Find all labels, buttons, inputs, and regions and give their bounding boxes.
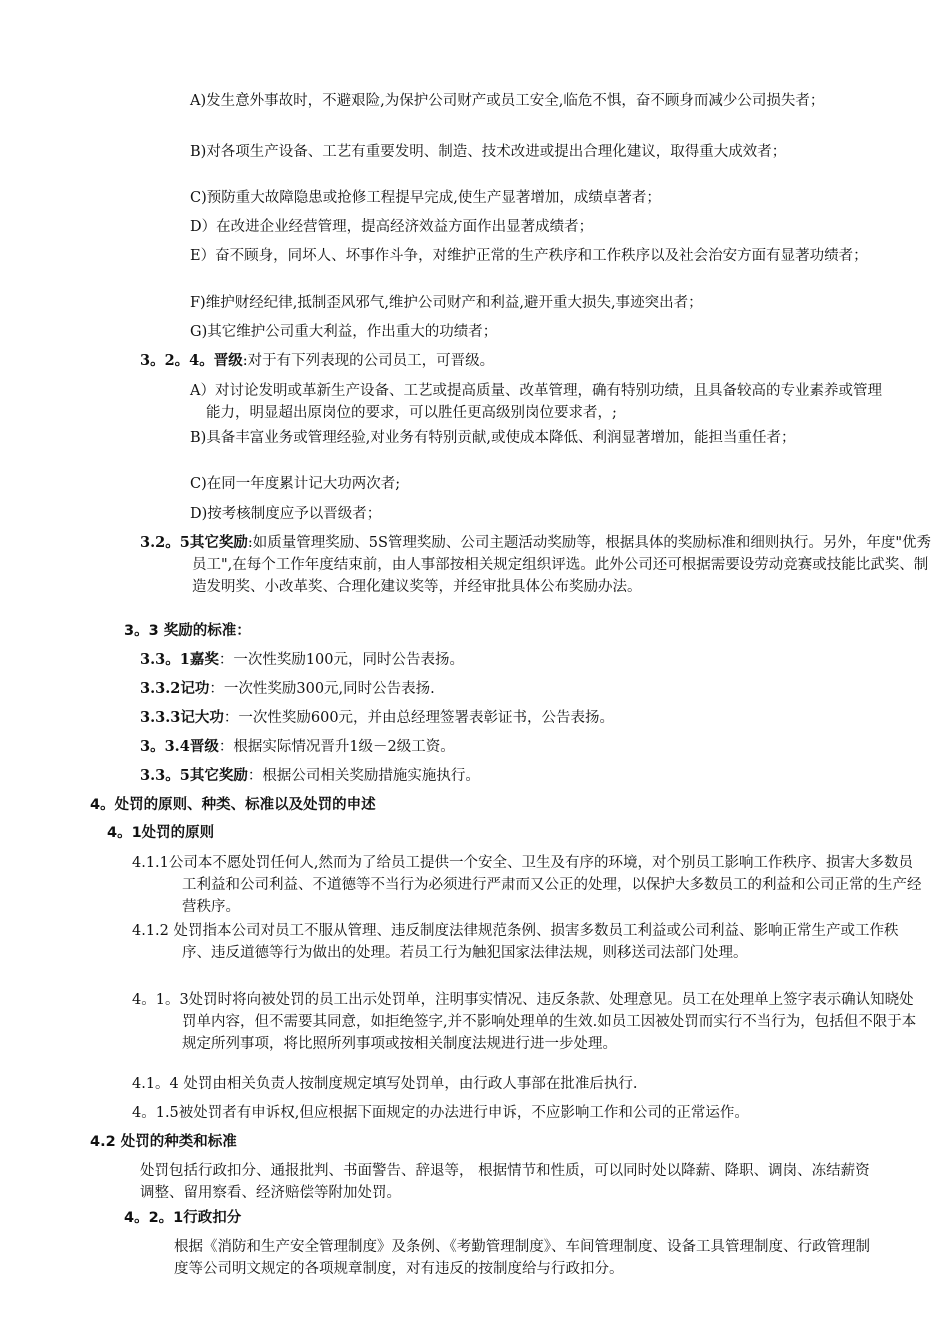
list-item: 4.1。4 处罚由相关负责人按制度规定填写处罚单，由行政人事部在批准后执行.	[132, 1076, 638, 1092]
list-item	[140, 649, 880, 671]
item-text: ：一次性奖励300元,同时公告表扬.	[209, 681, 435, 697]
section-label: 3.2。5其它奖励	[140, 534, 248, 551]
section-heading: 4。处罚的原则、种类、标准以及处罚的申述	[90, 797, 376, 813]
list-item	[140, 707, 880, 729]
section-3-2-5	[140, 532, 932, 598]
subsection-heading: 4。1处罚的原则	[107, 825, 215, 841]
item-label: 3.3。5其它奖励	[140, 767, 248, 784]
item-label: 3.3.2记功	[140, 680, 210, 697]
list-item	[140, 736, 880, 758]
list-item: 4。1.5被处罚者有申诉权,但应根据下面规定的办法进行申诉，不应影响工作和公司的正常运作。	[132, 1105, 749, 1121]
list-item: 4.1.2 处罚指本公司对员工不服从管理、违反制度法律规范条例、损害多数员工利益或公司利益、影响正常生产或工作秩序、违反道德等行为做出的处理。若员工行为触犯国家法律法规，则移送司法部门处理。	[132, 923, 899, 961]
item-label: 3.3。1嘉奖	[140, 651, 219, 668]
list-item: A)发生意外事故时，不避艰险,为保护公司财产或员工安全,临危不惧，奋不顾身而减少公司损失者；	[190, 93, 825, 109]
item-label: 3。3.4晋级	[140, 738, 219, 755]
item-text: ：一次性奖励100元，同时公告表扬。	[218, 652, 465, 668]
item-text: ：根据实际情况晋升1级－2级工资。	[218, 739, 455, 755]
subsection-heading: 4.2 处罚的种类和标准	[90, 1134, 237, 1150]
list-item: 4.1.1公司本不愿处罚任何人,然而为了给员工提供一个安全、卫生及有序的环境，对个别员工影响工作秩序、损害大多数员工利益和公司利益、不道德等不当行为必须进行严肃而又公正的处理，以保护大多数员工的利益和公司正常的生产经营秩序。	[132, 855, 922, 915]
list-item	[140, 765, 880, 787]
list-item: G)其它维护公司重大利益，作出重大的功绩者；	[190, 324, 498, 340]
section-label: 3。2。4。晋级	[140, 352, 243, 369]
list-item: C)预防重大故障隐患或抢修工程提早完成,使生产显著增加，成绩卓著者；	[190, 190, 661, 206]
section-heading: 3。3 奖励的标准：	[124, 623, 251, 639]
list-item: F)维护财经纪律,抵制歪风邪气,维护公司财产和利益,避开重大损失,事迹突出者；	[190, 295, 703, 311]
subsection-heading: 4。2。1行政扣分	[124, 1210, 242, 1226]
list-item: A）对讨论发明或革新生产设备、工艺或提高质量、改革管理，确有特别功绩，且具备较高的专业素养或管理能力，明显超出原岗位的要求，可以胜任更高级别岗位要求者，;	[190, 383, 882, 421]
list-item: 4。1。3处罚时将向被处罚的员工出示处罚单，注明事实情况、违反条款、处理意见。员工在处理单上签字表示确认知晓处罚单内容，但不需要其同意，如拒绝签字,并不影响处理单的生效.如员工因被处罚而实行不当行为，包括但不限于本规定所列事项，将比照所列事项或按相关制度法规进行进一步处理。	[132, 992, 917, 1052]
section-text: :如质量管理奖励、5S管理奖励、公司主题活动奖励等，根据具体的奖励标准和细则执行。另外，年度"优秀员工",在每个工作年度结束前，由人事部按相关规定组织评选。此外公司还可根据需要设劳动竞赛或技能比武奖、制造发明奖、小改革奖、合理化建议奖等，并经审批具体公布奖励办法。	[192, 535, 932, 595]
paragraph: 处罚包括行政扣分、通报批判、书面警告、辞退等， 根据情节和性质，可以同时处以降薪、降职、调岗、冻结薪资调整、留用察看、经济赔偿等附加处罚。	[140, 1163, 870, 1201]
list-item: D)按考核制度应予以晋级者；	[190, 506, 382, 522]
item-text: ：根据公司相关奖励措施实施执行。	[247, 768, 480, 784]
list-item: E）奋不顾身，同坏人、坏事作斗争，对维护正常的生产秩序和工作秩序以及社会治安方面有显著功绩者；	[190, 248, 868, 264]
list-item: B)对各项生产设备、工艺有重要发明、制造、技术改进或提出合理化建议，取得重大成效者；	[190, 144, 787, 160]
list-item: D）在改进企业经营管理，提高经济效益方面作出显著成绩者；	[190, 219, 594, 235]
list-item: B)具备丰富业务或管理经验,对业务有特别贡献,或使成本降低、利润显著增加，能担当重任者；	[190, 430, 796, 446]
list-item: C)在同一年度累计记大功两次者;	[190, 476, 401, 492]
list-item	[140, 678, 880, 700]
item-text: ：一次性奖励600元，并由总经理签署表彰证书，公告表扬。	[223, 710, 615, 726]
section-3-2-4	[140, 350, 880, 372]
section-text: :对于有下列表现的公司员工，可晋级。	[242, 353, 495, 369]
item-label: 3.3.3记大功	[140, 709, 224, 726]
paragraph: 根据《消防和生产安全管理制度》及条例、《考勤管理制度》、车间管理制度、设备工具管理制度、行政管理制度等公司明文规定的各项规章制度，对有违反的按制度给与行政扣分。	[174, 1239, 870, 1277]
